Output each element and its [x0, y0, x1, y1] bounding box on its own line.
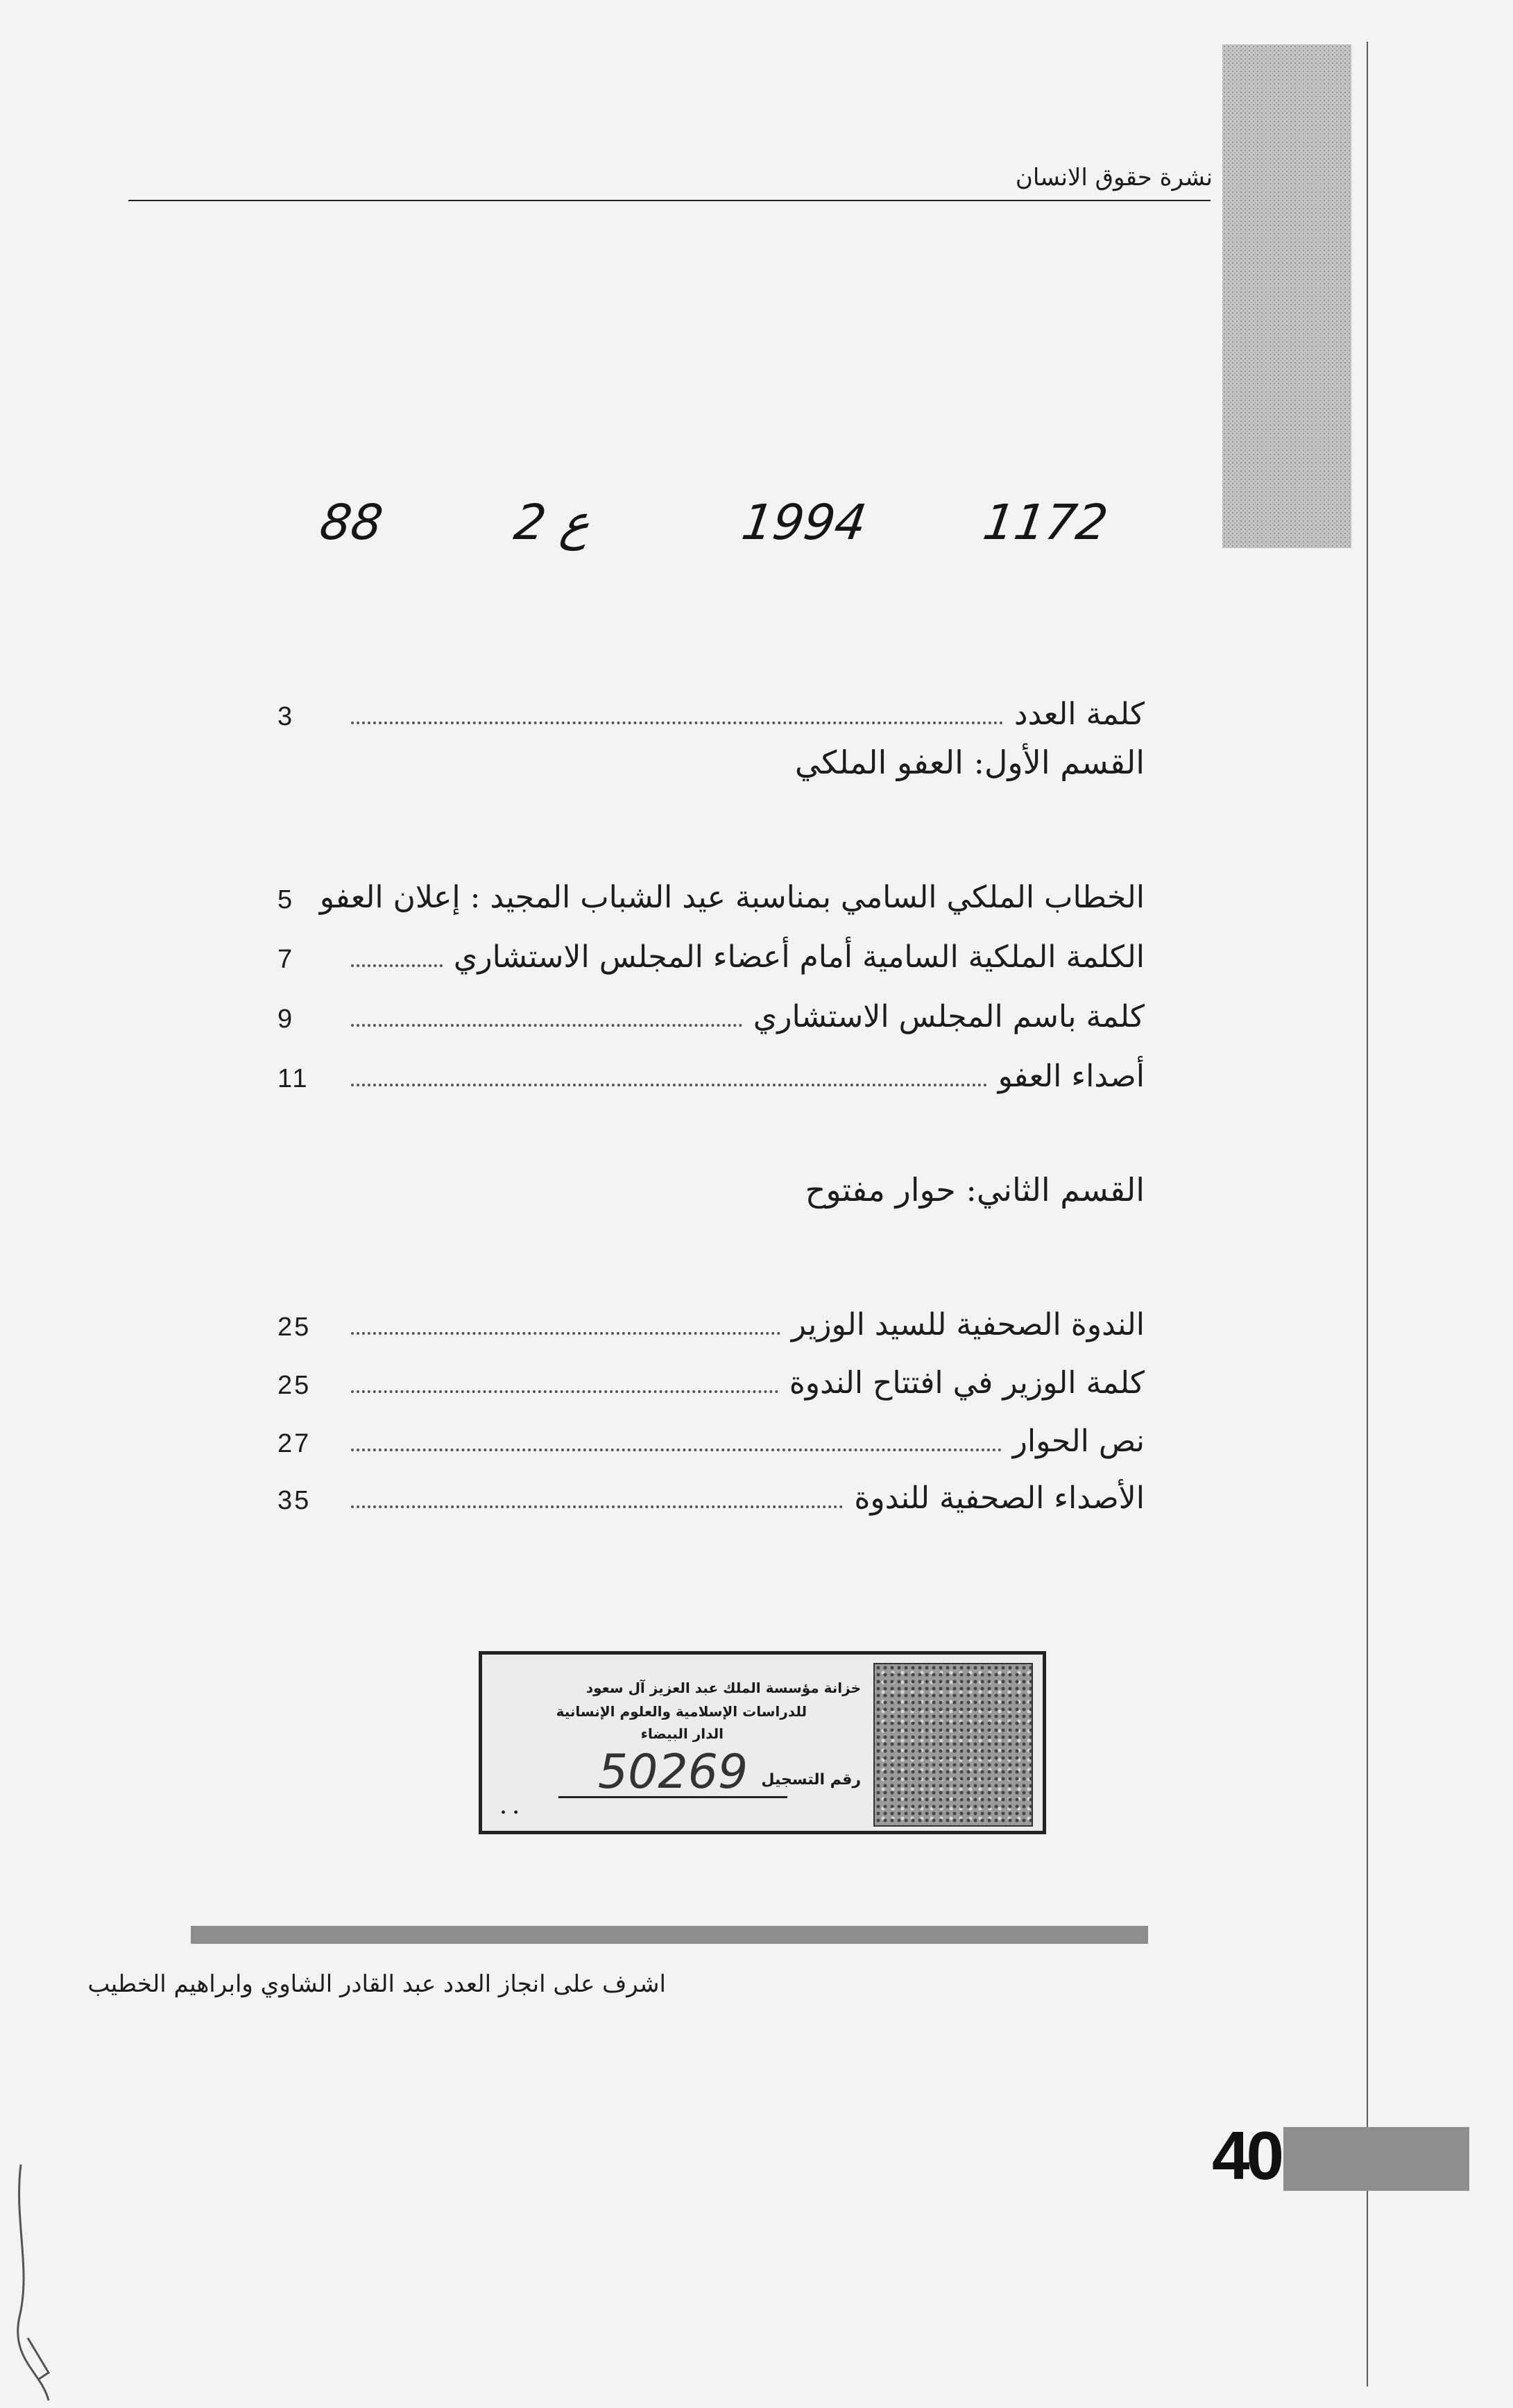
toc-entry-title: الندوة الصحفية للسيد الوزير	[791, 1307, 1145, 1342]
stamp-institution-subtitle: للدراسات الإسلامية والعلوم الإنسانية	[556, 1703, 807, 1720]
stamp-dots: . .	[500, 1798, 520, 1818]
toc-entry-page: 5	[277, 885, 295, 914]
page-number-bar	[1283, 2127, 1469, 2191]
toc-entry-page: 25	[277, 1313, 311, 1342]
toc-entry-title: أصداء العفو	[998, 1059, 1145, 1094]
toc-entry-page: 11	[277, 1064, 309, 1093]
toc-entry-page: 27	[277, 1429, 311, 1458]
toc-entry-title: الكلمة الملكية السامية أمام أعضاء المجلس الاستشاري	[453, 939, 1145, 975]
handwritten-mark: 1172	[980, 494, 1111, 551]
handwritten-mark: 1994	[738, 494, 870, 551]
toc-entry-page: 25	[277, 1371, 311, 1400]
toc-entry	[277, 1465, 1145, 1514]
header-rule	[128, 200, 1211, 201]
toc-entry	[277, 1043, 1145, 1092]
toc-leader-dots	[351, 721, 1003, 724]
toc-entry-page: 35	[277, 1486, 311, 1515]
toc-entry	[277, 1350, 1145, 1399]
toc-leader-dots	[351, 1332, 780, 1335]
toc-entry-title: كلمة باسم المجلس الاستشاري	[753, 999, 1145, 1034]
stamp-institution: خزانة مؤسسة الملك عبد العزيز آل سعود	[585, 1680, 861, 1696]
toc-entry	[277, 864, 1145, 913]
toc-entry-title: الخطاب الملكي السامي بمناسبة عيد الشباب المجيد : إعلان العفو	[319, 880, 1145, 915]
toc-leader-dots	[351, 1024, 742, 1027]
running-header: نشرة حقوق الانسان	[1015, 164, 1213, 191]
stamp-city: الدار البيضاء	[640, 1725, 724, 1742]
toc-entry	[277, 1408, 1145, 1457]
section-heading: القسم الأول: العفو الملكي	[794, 744, 1145, 781]
library-stamp	[479, 1651, 1046, 1834]
toc-entry-page: 7	[277, 945, 295, 974]
toc-leader-dots	[351, 964, 443, 967]
footer-bar	[191, 1926, 1148, 1944]
toc-entry-page: 3	[277, 702, 295, 731]
handwritten-mark: 88	[316, 494, 386, 551]
stamp-registration-label: رقم التسجيل	[761, 1771, 861, 1788]
editorial-credits: اشرف على انجاز العدد عبد القادر الشاوي وابراهيم الخطيب	[87, 1970, 666, 1998]
toc-entry-page: 9	[277, 1005, 295, 1034]
stamp-emblem-image	[873, 1663, 1033, 1827]
toc-leader-dots	[351, 1084, 987, 1086]
toc-entry	[277, 681, 1145, 730]
toc-entry-title: نص الحوار	[1012, 1424, 1145, 1459]
toc-leader-dots	[351, 1505, 843, 1508]
toc-entry-title: الأصداء الصحفية للندوة	[854, 1480, 1145, 1516]
page-number: 40	[1211, 2117, 1281, 2194]
stamp-registration-number: 50269	[558, 1749, 787, 1798]
toc-entry-title: كلمة الوزير في افتتاح الندوة	[789, 1365, 1145, 1401]
vertical-rule	[1367, 42, 1368, 2386]
margin-texture-block	[1222, 44, 1351, 548]
handwritten-mark: 2 ع	[511, 494, 595, 551]
toc-entry	[277, 924, 1145, 973]
toc-entry	[277, 984, 1145, 1032]
toc-entry-title: كلمة العدد	[1014, 697, 1145, 732]
section-heading: القسم الثاني: حوار مفتوح	[805, 1171, 1145, 1209]
pencil-squiggle-mark	[0, 2164, 83, 2408]
toc-leader-dots	[351, 1449, 1002, 1451]
toc-leader-dots	[351, 1390, 778, 1393]
toc-entry	[277, 1292, 1145, 1340]
